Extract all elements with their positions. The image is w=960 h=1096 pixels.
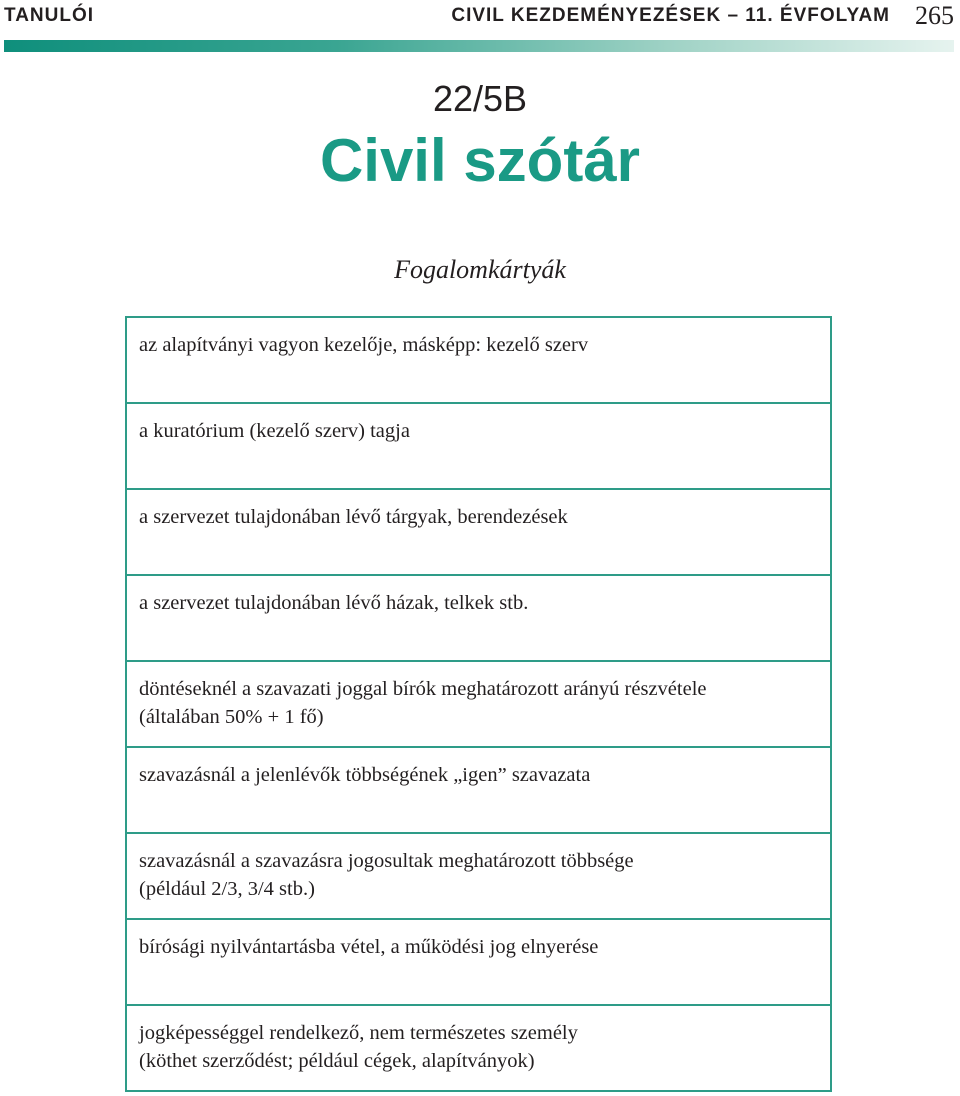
card-text-line-1: jogképességgel rendelkező, nem természetes személy xyxy=(139,1022,578,1044)
worksheet-code: 22/5B xyxy=(432,78,528,119)
card-text-line-1: szavazásnál a jelenlévők többségének „igen” szavazata xyxy=(139,764,591,786)
concept-card xyxy=(127,488,830,574)
header-section-label: TANULÓI xyxy=(4,5,95,26)
card-text-line-2: (például 2/3, 3/4 stb.) xyxy=(139,878,315,900)
page-number: 265 xyxy=(915,1,954,30)
concept-card xyxy=(127,746,830,832)
card-text-line-1: szavazásnál a szavazásra jogosultak meghatározott többsége xyxy=(139,850,634,872)
card-text-line-1: döntéseknél a szavazati joggal bírók meghatározott arányú részvétele xyxy=(139,678,707,700)
concept-card xyxy=(127,316,830,402)
concept-card xyxy=(127,574,830,660)
concept-card xyxy=(127,1004,830,1092)
card-text-line-2: (általában 50% + 1 fő) xyxy=(139,706,324,728)
concept-card xyxy=(127,660,830,746)
concept-card-list xyxy=(125,316,832,1092)
card-text-line-1: a szervezet tulajdonában lévő házak, telkek stb. xyxy=(139,592,529,614)
concept-card xyxy=(127,918,830,1004)
card-text-line-1: a szervezet tulajdonában lévő tárgyak, berendezések xyxy=(139,506,568,528)
header-course-title: CIVIL KEZDEMÉNYEZÉSEK – 11. ÉVFOLYAM xyxy=(451,5,890,26)
card-text-line-2: (köthet szerződést; például cégek, alapítványok) xyxy=(139,1050,535,1072)
concept-card xyxy=(127,832,830,918)
card-text-line-1: bírósági nyilvántartásba vétel, a működési jog elnyerése xyxy=(139,936,599,958)
page-subtitle: Fogalomkártyák xyxy=(394,255,566,284)
concept-card xyxy=(127,402,830,488)
header-gradient-bar xyxy=(4,40,954,52)
page-title: Civil szótár xyxy=(319,127,641,194)
card-text-line-1: a kuratórium (kezelő szerv) tagja xyxy=(139,420,410,442)
card-text-line-1: az alapítványi vagyon kezelője, másképp: kezelő szerv xyxy=(139,334,589,356)
